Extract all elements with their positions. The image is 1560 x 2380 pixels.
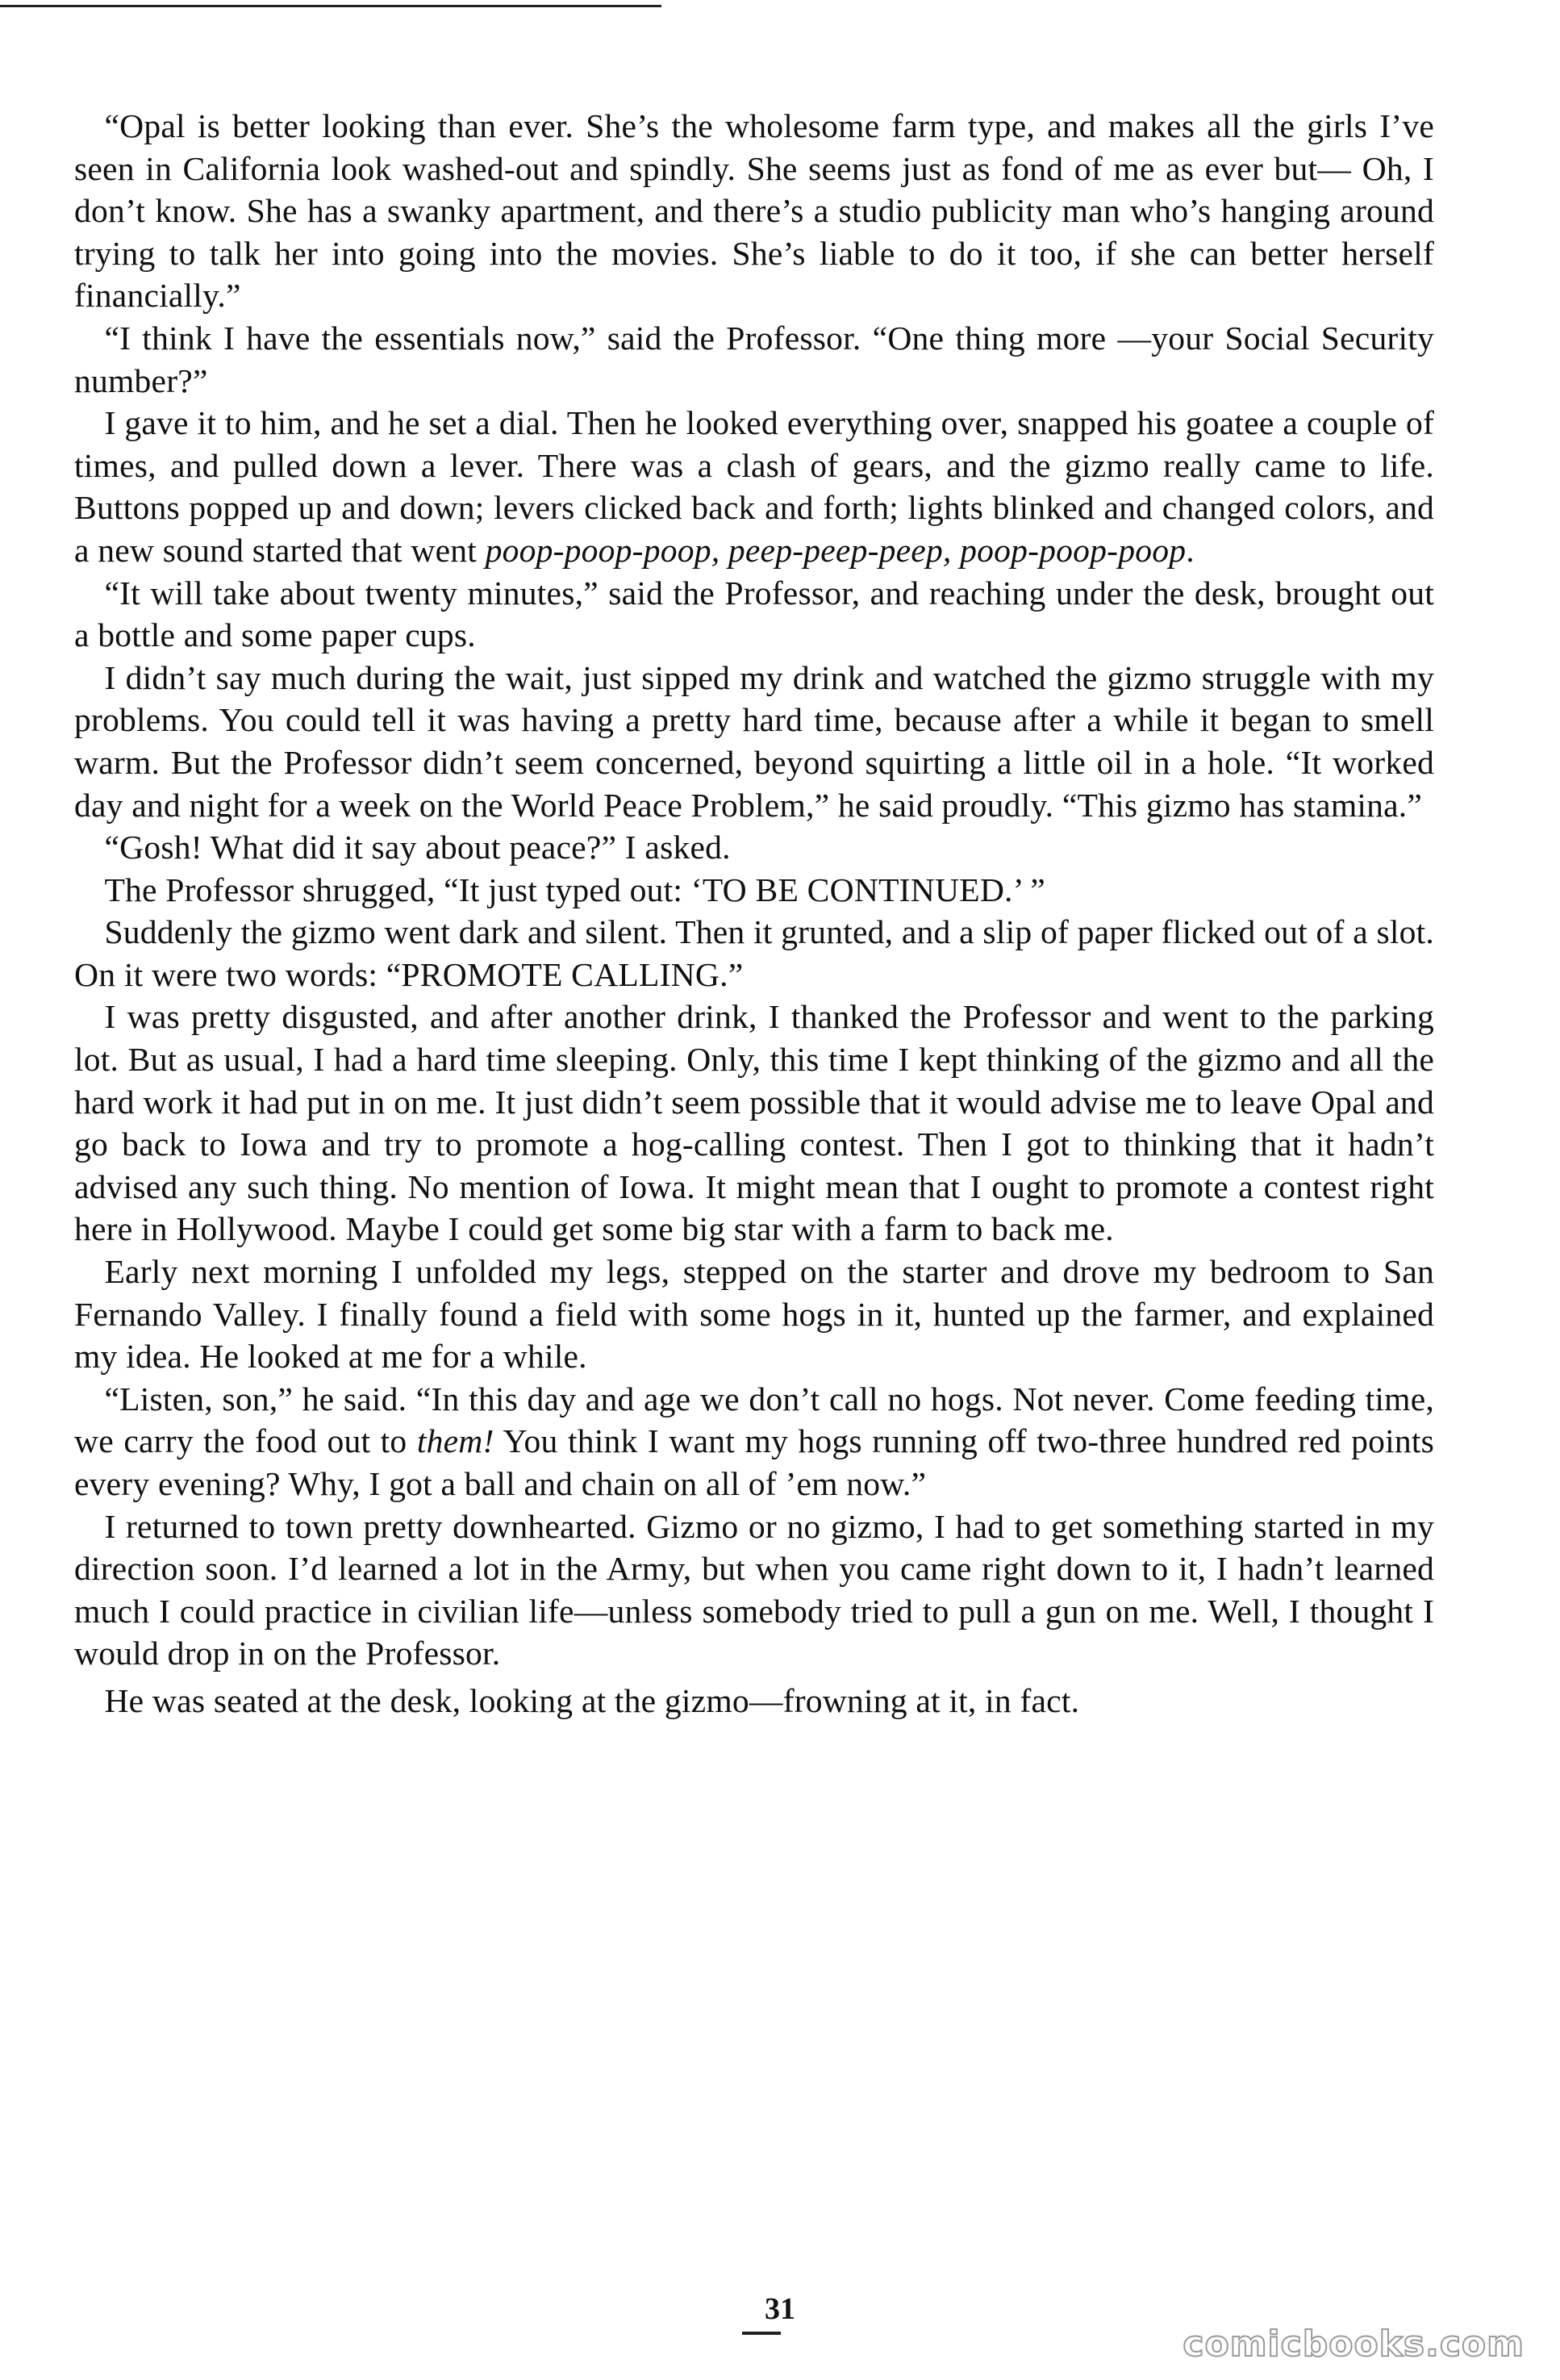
story-text bbox=[74, 105, 1434, 1722]
page-number: 31 bbox=[765, 2292, 795, 2326]
paragraph bbox=[74, 105, 1434, 317]
text-run: I didn’t say much during the wait, just sipped my drink and watched the gizmo struggle with my problems. You could tell it was having a pretty hard time, because after a while it began to smell warm. But the Professor didn’t seem concerned, beyond squirting a little oil in a hole. “It worked day and night for a week on the World Peace Problem,” he said proudly. “This gizmo has stamina.” bbox=[74, 658, 1434, 824]
text-run: “It will take about twenty minutes,” said the Professor, and reaching under the desk, brought out a bottle and some paper cups. bbox=[74, 574, 1434, 654]
italic-text: them! bbox=[416, 1422, 494, 1460]
text-run: Suddenly the gizmo went dark and silent. Then it grunted, and a slip of paper flicked out of a slot. On it were two words: “PROMOTE CALLING.” bbox=[74, 913, 1434, 993]
paragraph bbox=[74, 1680, 1434, 1722]
text-run: “I think I have the essentials now,” said the Professor. “One thing more —your Social Security number?” bbox=[74, 319, 1434, 399]
paragraph bbox=[74, 869, 1434, 912]
text-run: You think I want my hogs running off two-three hundred red points every evening? Why, I got a ball and chain on all of ’em now.” bbox=[74, 1422, 1434, 1502]
paragraph bbox=[74, 402, 1434, 571]
text-run: “Gosh! What did it say about peace?” I asked. bbox=[104, 829, 731, 866]
text-run: He was seated at the desk, looking at the gizmo—frowning at it, in fact. bbox=[104, 1681, 1080, 1719]
italic-text: poop-poop-poop, peep-peep-peep, poop-poop-poop bbox=[485, 531, 1187, 569]
text-run: The Professor shrugged, “It just typed out: ‘TO BE CONTINUED.’ ” bbox=[104, 871, 1045, 908]
watermark-logo: comicbooks.com bbox=[1183, 2324, 1525, 2365]
top-rule bbox=[0, 5, 661, 7]
paragraph bbox=[74, 826, 1434, 869]
paragraph bbox=[74, 1505, 1434, 1675]
paragraph bbox=[74, 1251, 1434, 1378]
text-run: I was pretty disgusted, and after another drink, I thanked the Professor and went to the parking lot. But as usual, I had a hard time sleeping. Only, this time I kept thinking of the gizmo and all the hard work it had put in on me. It just didn’t seem possible that it would advise me to leave Opal and go back to Iowa and try to promote a hog-calling contest. Then I got to thinking that it hadn’t advised any such thing. No mention of Iowa. It might mean that I ought to promote a contest right here in Hollywood. Maybe I could get some big star with a farm to back me. bbox=[74, 998, 1434, 1248]
text-run: I returned to town pretty downhearted. Gizmo or no gizmo, I had to get something started in my direction soon. I’d learned a lot in the Army, but when you came right down to it, I hadn’t learned much I could practice in civilian life—unless somebody tried to pull a gun on me. Well, I thought I would drop in on the Professor. bbox=[74, 1507, 1434, 1672]
paragraph bbox=[74, 317, 1434, 402]
text-run: I gave it to him, and he set a dial. Then he looked everything over, snapped his goatee a couple of times, and pulled down a lever. There was a clash of gears, and the gizmo really came to life. Buttons popped up and down; levers clicked back and forth; lights blinked and changed colors, and a new sound started that went bbox=[74, 404, 1434, 569]
text-run: “Listen, son,” he said. “In this day and age we don’t call no hogs. Not never. Come feeding time, we carry the food out to bbox=[74, 1380, 1434, 1460]
paragraph bbox=[74, 657, 1434, 826]
paragraph bbox=[74, 911, 1434, 996]
text-run: “Opal is better looking than ever. She’s the wholesome farm type, and makes all the girls I’ve seen in California look washed-out and spindly. She seems just as fond of me as ever but— Oh, I don’t know. She has a swanky apartment, and there’s a studio publicity man who’s hanging around trying to talk her into going into the movies. She’s liable to do it too, if she can better herself financially.” bbox=[74, 107, 1434, 315]
paragraph bbox=[74, 1378, 1434, 1505]
text-run: Early next morning I unfolded my legs, stepped on the starter and drove my bedroom to San Fernando Valley. I finally found a field with some hogs in it, hunted up the farmer, and explained my idea. He looked at me for a while. bbox=[74, 1253, 1434, 1376]
page-number-rule bbox=[742, 2332, 781, 2335]
paragraph bbox=[74, 572, 1434, 657]
paragraph bbox=[74, 996, 1434, 1251]
text-run: . bbox=[1186, 531, 1195, 569]
